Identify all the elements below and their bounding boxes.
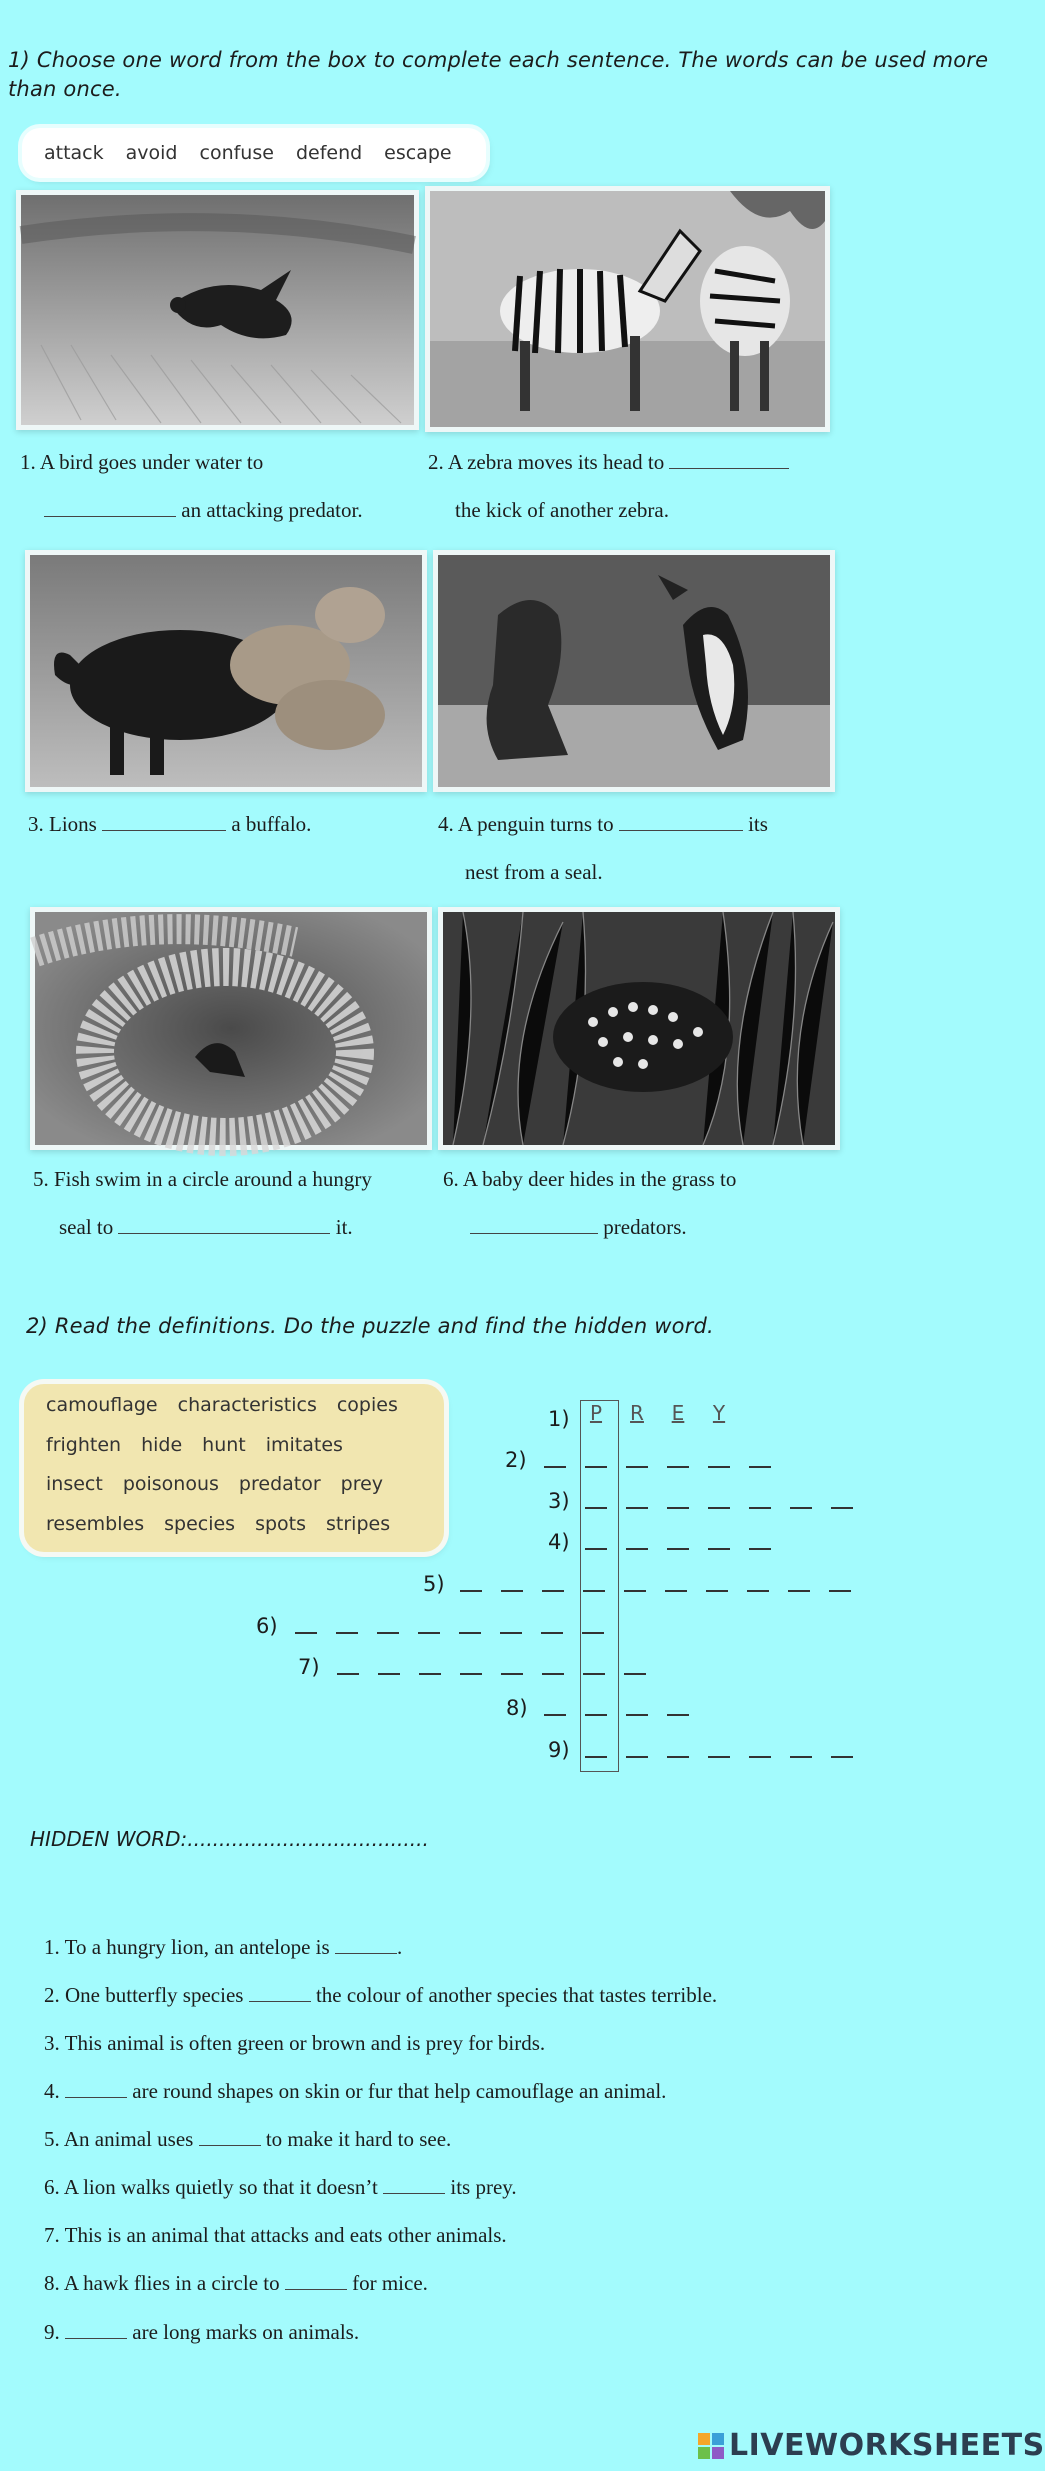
- puzzle-letter-slot[interactable]: [747, 1590, 769, 1592]
- caption-6-line2: predators.: [470, 1215, 687, 1239]
- hidden-word-label: HIDDEN WORD:......................................: [30, 1827, 429, 1851]
- puzzle-letter-slot[interactable]: [378, 1673, 400, 1675]
- definition-text: to make it hard to see.: [260, 2127, 452, 2151]
- caption-2-line2: the kick of another zebra.: [455, 498, 669, 522]
- definition-item: [44, 2320, 359, 2345]
- seal-penguin-photo: [433, 550, 835, 792]
- puzzle-letter-slot[interactable]: [460, 1590, 482, 1592]
- word-box-item: avoid: [125, 142, 178, 164]
- puzzle-letter-slot[interactable]: [749, 1466, 771, 1468]
- puzzle-letter-slot[interactable]: [377, 1632, 399, 1634]
- definition-number: 4.: [44, 2079, 65, 2103]
- puzzle-letter-slot[interactable]: [624, 1590, 646, 1592]
- puzzle-letter-slot[interactable]: [585, 1507, 607, 1509]
- puzzle-row-number: 8): [506, 1696, 528, 1720]
- definition-number: 6.: [44, 2175, 64, 2199]
- answer-blank[interactable]: [44, 498, 176, 517]
- puzzle-letter-slot[interactable]: [585, 1466, 607, 1468]
- definition-item: [44, 2271, 428, 2296]
- bird-underwater-photo: [16, 190, 419, 430]
- puzzle-letter-slot[interactable]: [501, 1590, 523, 1592]
- puzzle-row-number: 5): [423, 1572, 445, 1596]
- puzzle-letter-slot[interactable]: [624, 1673, 646, 1675]
- puzzle-letter-slot[interactable]: [667, 1714, 689, 1716]
- word-box-item: escape: [384, 142, 452, 164]
- definition-item: [44, 2223, 507, 2248]
- puzzle-letter-slot[interactable]: [418, 1632, 440, 1634]
- lions-buffalo-photo: [25, 550, 427, 792]
- puzzle-letter-slot[interactable]: [541, 1632, 563, 1634]
- definition-blank[interactable]: [285, 2271, 347, 2290]
- puzzle-letter-slot[interactable]: [460, 1673, 482, 1675]
- puzzle-letter-slot[interactable]: [585, 1756, 607, 1758]
- fish-circle-seal-photo: [30, 907, 432, 1150]
- puzzle-example-letter: R: [630, 1401, 644, 1425]
- caption-1: 1. A bird goes under water to: [20, 450, 264, 474]
- answer-blank[interactable]: [619, 812, 743, 831]
- puzzle-letter-slot[interactable]: [788, 1590, 810, 1592]
- puzzle-letter-slot[interactable]: [582, 1632, 604, 1634]
- puzzle-letter-slot[interactable]: [500, 1632, 522, 1634]
- definition-text: A hawk flies in a circle to: [63, 2271, 285, 2295]
- definition-text: its prey.: [445, 2175, 517, 2199]
- logo-text: LIVEWORKSHEETS: [729, 2428, 1045, 2463]
- puzzle-example-letter: P: [589, 1401, 603, 1425]
- puzzle-letter-slot[interactable]: [585, 1548, 607, 1550]
- puzzle-letter-slot[interactable]: [419, 1673, 441, 1675]
- word-box-row: resembles species spots stripes: [46, 1513, 391, 1535]
- puzzle-row-number: 3): [548, 1489, 570, 1513]
- puzzle-letter-slot[interactable]: [626, 1548, 648, 1550]
- definition-item: [44, 2127, 451, 2152]
- caption-5: 5. Fish swim in a circle around a hungry: [33, 1167, 372, 1191]
- answer-blank[interactable]: [102, 812, 226, 831]
- definition-text: are long marks on animals.: [127, 2320, 360, 2344]
- caption-4-line2: nest from a seal.: [465, 860, 603, 884]
- definition-item: [44, 2031, 545, 2056]
- puzzle-letter-slot[interactable]: [544, 1466, 566, 1468]
- puzzle-letter-slot[interactable]: [626, 1714, 648, 1716]
- logo-icon: [697, 2432, 725, 2460]
- definition-text: .: [396, 1935, 403, 1959]
- puzzle-letter-slot[interactable]: [583, 1590, 605, 1592]
- puzzle-row-number: 9): [548, 1738, 570, 1762]
- puzzle-letter-slot[interactable]: [626, 1756, 648, 1758]
- liveworksheets-logo: [697, 2428, 1045, 2463]
- section-1-title: 1) Choose one word from the box to complete each sentence. The words can be used more than once.: [8, 48, 989, 101]
- puzzle-row-number: 6): [256, 1614, 278, 1638]
- word-box-item: defend: [295, 142, 363, 164]
- definition-number: 2.: [44, 1983, 65, 2007]
- puzzle-letter-slot[interactable]: [708, 1507, 730, 1509]
- puzzle-letter-slot[interactable]: [501, 1673, 523, 1675]
- caption-6: 6. A baby deer hides in the grass to: [443, 1167, 737, 1191]
- puzzle-word-box: [24, 1384, 444, 1552]
- puzzle-letter-slot[interactable]: [337, 1673, 359, 1675]
- definition-number: 3.: [44, 2031, 65, 2055]
- puzzle-letter-slot[interactable]: [829, 1590, 851, 1592]
- definition-number: 8.: [44, 2271, 64, 2295]
- puzzle-row-number: 7): [298, 1655, 320, 1679]
- definition-number: 7.: [44, 2223, 65, 2247]
- puzzle-example-letter: E: [671, 1401, 685, 1425]
- definition-text: An animal uses: [63, 2127, 199, 2151]
- puzzle-letter-slot[interactable]: [544, 1714, 566, 1716]
- zebras-photo: [425, 186, 830, 432]
- definition-text: One butterfly species: [65, 1983, 249, 2007]
- puzzle-letter-slot[interactable]: [295, 1632, 317, 1634]
- puzzle-letter-slot[interactable]: [831, 1756, 853, 1758]
- definition-blank[interactable]: [335, 1935, 397, 1954]
- puzzle-row-number: 4): [548, 1530, 570, 1554]
- puzzle-letter-slot[interactable]: [708, 1466, 730, 1468]
- puzzle-row-number: 1): [548, 1407, 570, 1431]
- definition-item: [44, 2175, 517, 2200]
- definition-item: [44, 1983, 717, 2008]
- section-2-title: 2) Read the definitions. Do the puzzle and find the hidden word.: [26, 1314, 714, 1338]
- answer-blank[interactable]: [470, 1215, 598, 1234]
- puzzle-letter-slot[interactable]: [749, 1507, 771, 1509]
- definition-number: 9.: [44, 2320, 65, 2344]
- puzzle-letter-slot[interactable]: [583, 1673, 605, 1675]
- puzzle-example-letter: Y: [712, 1401, 726, 1425]
- puzzle-letter-slot[interactable]: [708, 1548, 730, 1550]
- definition-text: To a hungry lion, an antelope is: [64, 1935, 335, 1959]
- puzzle-letter-slot[interactable]: [708, 1756, 730, 1758]
- definition-text: the colour of another species that tastes terrible.: [310, 1983, 718, 2007]
- puzzle-row-number: 2): [505, 1448, 527, 1472]
- definition-text: A lion walks quietly so that it doesn’t: [63, 2175, 384, 2199]
- definition-text: This animal is often green or brown and is prey for birds.: [64, 2031, 546, 2055]
- puzzle-letter-slot[interactable]: [542, 1590, 564, 1592]
- puzzle-letter-slot[interactable]: [626, 1466, 648, 1468]
- puzzle-letter-slot[interactable]: [626, 1507, 648, 1509]
- definition-blank[interactable]: [65, 2320, 127, 2339]
- puzzle-letter-slot[interactable]: [459, 1632, 481, 1634]
- definition-blank[interactable]: [383, 2175, 445, 2194]
- puzzle-letter-slot[interactable]: [749, 1548, 771, 1550]
- baby-deer-grass-photo: [438, 907, 840, 1150]
- definition-blank[interactable]: [199, 2127, 261, 2146]
- caption-2: 2. A zebra moves its head to: [428, 450, 789, 474]
- definition-text: are round shapes on skin or fur that help camouflage an animal.: [127, 2079, 667, 2103]
- puzzle-letter-slot[interactable]: [542, 1673, 564, 1675]
- definition-text: for mice.: [346, 2271, 428, 2295]
- puzzle-letter-slot[interactable]: [831, 1507, 853, 1509]
- puzzle-letter-slot[interactable]: [667, 1507, 689, 1509]
- answer-blank[interactable]: [669, 450, 789, 469]
- definition-blank[interactable]: [65, 2079, 127, 2098]
- puzzle-letter-slot[interactable]: [749, 1756, 771, 1758]
- definition-item: [44, 2079, 666, 2104]
- answer-blank[interactable]: [118, 1215, 330, 1234]
- word-box-item: confuse: [199, 142, 274, 164]
- puzzle-letter-slot[interactable]: [790, 1507, 812, 1509]
- word-box-row: camouflage characteristics copies: [46, 1394, 398, 1416]
- puzzle-letter-slot[interactable]: [706, 1590, 728, 1592]
- hidden-word-column: [580, 1400, 619, 1772]
- definition-blank[interactable]: [249, 1983, 311, 2002]
- definition-item: [44, 1935, 402, 1960]
- definition-number: 5.: [44, 2127, 64, 2151]
- definition-number: 1.: [44, 1935, 65, 1959]
- caption-1-line2: an attacking predator.: [44, 498, 363, 522]
- word-box: [22, 128, 486, 178]
- caption-4: 4. A penguin turns to its: [438, 812, 768, 836]
- caption-3: 3. Lions a buffalo.: [28, 812, 312, 836]
- puzzle-letter-slot[interactable]: [790, 1756, 812, 1758]
- word-box-row: frighten hide hunt imitates: [46, 1434, 343, 1456]
- puzzle-letter-slot[interactable]: [665, 1590, 687, 1592]
- puzzle-letter-slot[interactable]: [585, 1714, 607, 1716]
- puzzle-letter-slot[interactable]: [336, 1632, 358, 1634]
- puzzle-letter-slot[interactable]: [667, 1756, 689, 1758]
- puzzle-letter-slot[interactable]: [667, 1466, 689, 1468]
- word-box-item: attack: [44, 142, 104, 164]
- puzzle-letter-slot[interactable]: [667, 1548, 689, 1550]
- caption-5-line2: seal to it.: [59, 1215, 353, 1239]
- definition-text: This is an animal that attacks and eats other animals.: [64, 2223, 507, 2247]
- word-box-row: insect poisonous predator prey: [46, 1473, 384, 1495]
